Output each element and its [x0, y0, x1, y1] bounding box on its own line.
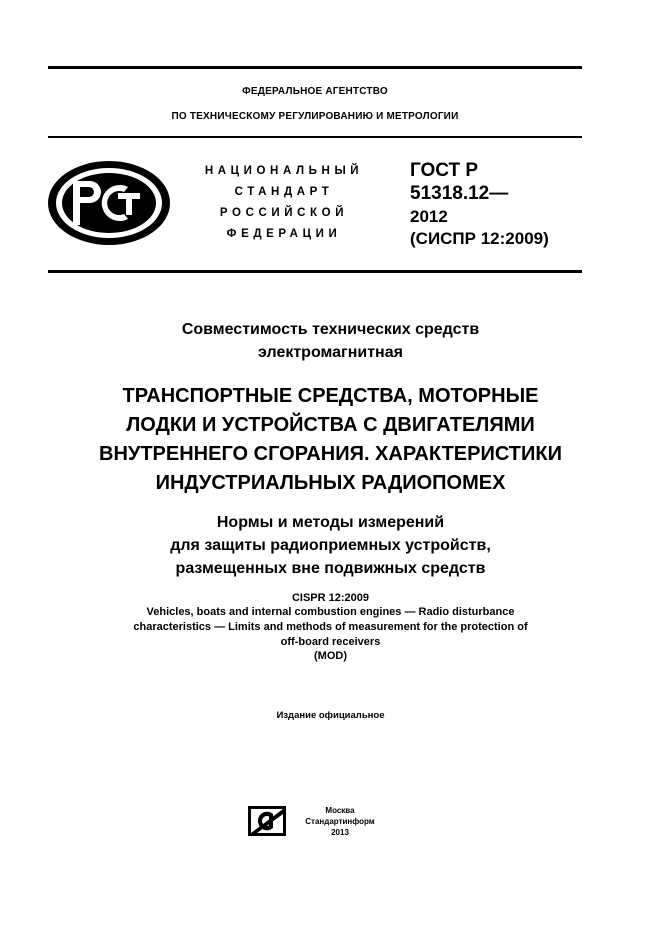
- intl-title-line-3: off-board receivers: [280, 636, 381, 648]
- standard-type-line-3: РОССИЙСКОЙ: [219, 207, 349, 219]
- designation-line-1: ГОСТ Р: [410, 160, 479, 181]
- title-main-line-4: ИНДУСТРИАЛЬНЫХ РАДИОПОМЕХ: [155, 472, 506, 494]
- standard-type-line-2: СТАНДАРТ: [234, 186, 334, 198]
- rst-logo-icon: [46, 159, 172, 247]
- standartinform-logo-icon: [248, 806, 286, 836]
- agency-line-1: ФЕДЕРАЛЬНОЕ АГЕНТСТВО: [242, 86, 388, 97]
- title-main-line-1: ТРАНСПОРТНЫЕ СРЕДСТВА, МОТОРНЫЕ: [122, 385, 539, 407]
- standard-type-line-4: ФЕДЕРАЦИИ: [226, 228, 342, 240]
- standard-type-line-1: НАЦИОНАЛЬНЫЙ: [204, 165, 364, 177]
- header-bottom-rule: [48, 270, 582, 273]
- title-main-line-2: ЛОДКИ И УСТРОЙСТВА С ДВИГАТЕЛЯМИ: [126, 414, 535, 436]
- top-rule: [48, 66, 582, 69]
- intl-title-line-2: characteristics — Limits and methods of measurement for the protection of: [133, 621, 528, 633]
- title-general-line-1: Совместимость технических средств: [181, 321, 480, 338]
- designation-line-3: 2012: [410, 207, 448, 226]
- publisher-year: 2013: [331, 828, 349, 837]
- edition-label: Издание официальное: [276, 710, 385, 721]
- agency-line-2: ПО ТЕХНИЧЕСКОМУ РЕГУЛИРОВАНИЮ И МЕТРОЛОГИИ: [171, 111, 459, 122]
- intl-mod: (MOD): [314, 650, 347, 662]
- title-sub-line-3: размещенных вне подвижных средств: [175, 560, 486, 577]
- title-general-line-2: электромагнитная: [258, 344, 403, 361]
- title-sub-line-1: Нормы и методы измерений: [216, 514, 445, 531]
- title-sub-line-2: для защиты радиоприемных устройств,: [170, 537, 491, 554]
- intl-title-line-1: Vehicles, boats and internal combustion engines — Radio disturbance: [146, 606, 515, 618]
- publisher-city: Москва: [325, 806, 355, 815]
- title-main-line-3: ВНУТРЕННЕГО СГОРАНИЯ. ХАРАКТЕРИСТИКИ: [99, 443, 562, 465]
- agency-rule: [48, 136, 582, 138]
- designation-line-2: 51318.12—: [410, 183, 509, 204]
- intl-code: CISPR 12:2009: [291, 592, 370, 604]
- designation-line-4: (СИСПР 12:2009): [410, 229, 549, 248]
- publisher-name: Стандартинформ: [305, 817, 375, 826]
